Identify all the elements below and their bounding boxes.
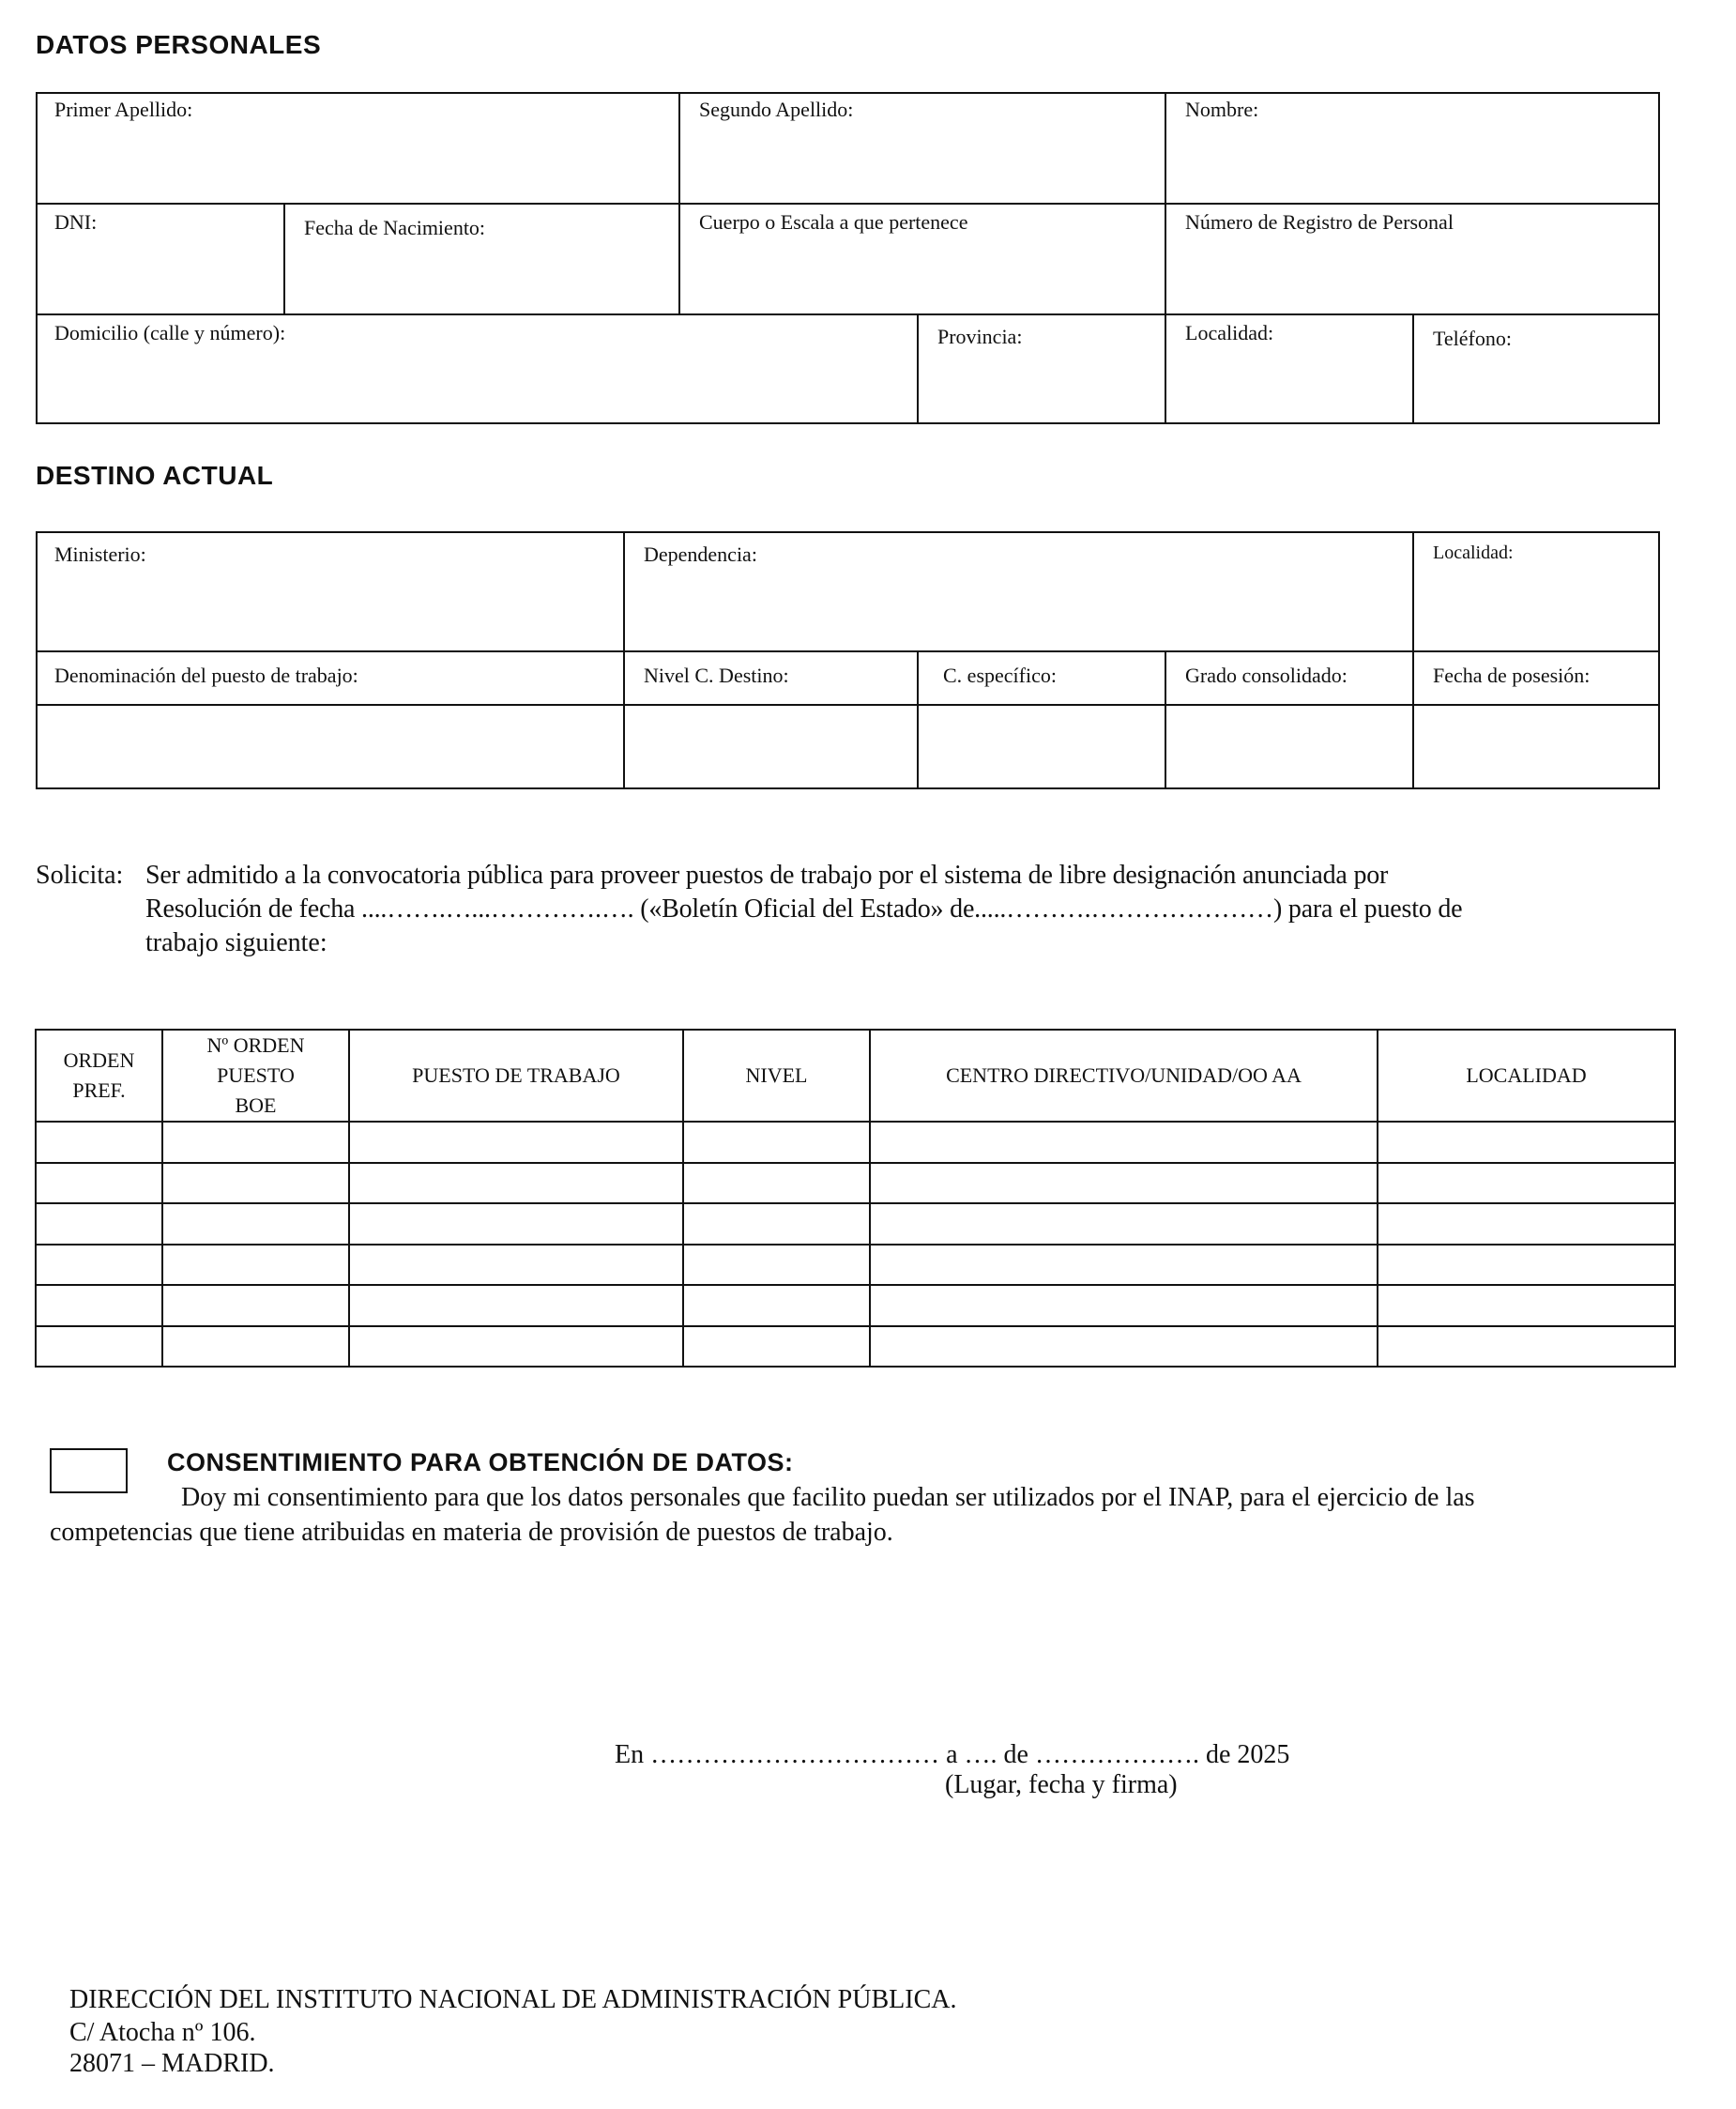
table-cell[interactable] xyxy=(36,1163,162,1204)
consent-line-1: Doy mi consentimiento para que los datos personales que facilito puedan ser utilizados por el INAP, para el ejercicio de las xyxy=(181,1483,1475,1512)
section-title-datos-personales: DATOS PERSONALES xyxy=(36,30,322,59)
signature-caption: (Lugar, fecha y firma) xyxy=(945,1770,1178,1799)
label: Teléfono: xyxy=(1433,327,1512,350)
table-cell[interactable] xyxy=(683,1285,870,1326)
table-cell[interactable] xyxy=(683,1122,870,1163)
table-cell[interactable] xyxy=(870,1245,1378,1286)
field-domicilio[interactable] xyxy=(36,313,917,422)
table-cell[interactable] xyxy=(349,1203,683,1245)
label: Provincia: xyxy=(937,325,1023,348)
label-grado xyxy=(1165,650,1412,704)
table-cell[interactable] xyxy=(683,1203,870,1245)
table-row xyxy=(36,1326,1675,1368)
field-nombre[interactable] xyxy=(1165,92,1658,203)
table-cell[interactable] xyxy=(36,1245,162,1286)
table-cell[interactable] xyxy=(1378,1203,1675,1245)
field-cuerpo[interactable] xyxy=(678,203,1165,313)
input-grado[interactable] xyxy=(1165,704,1412,787)
table-cell[interactable] xyxy=(36,1285,162,1326)
input-fecha-posesion[interactable] xyxy=(1412,704,1658,787)
column-header-text: Nº ORDEN PUESTO BOE xyxy=(206,1033,305,1117)
field-ministerio[interactable] xyxy=(36,531,623,650)
column-header xyxy=(162,1030,349,1122)
footer-address-line-3: 28071 – MADRID. xyxy=(69,2049,275,2078)
label-denominacion xyxy=(36,650,623,704)
table-cell[interactable] xyxy=(349,1163,683,1204)
label: Fecha de posesión: xyxy=(1433,664,1591,687)
table-cell[interactable] xyxy=(683,1326,870,1368)
table-cell[interactable] xyxy=(683,1163,870,1204)
label: Dependencia: xyxy=(644,543,757,566)
label-fecha-posesion xyxy=(1412,650,1658,704)
table-cell[interactable] xyxy=(349,1285,683,1326)
table-cell[interactable] xyxy=(36,1122,162,1163)
column-header xyxy=(36,1030,162,1122)
table-cell[interactable] xyxy=(349,1326,683,1368)
consent-title: CONSENTIMIENTO PARA OBTENCIÓN DE DATOS: xyxy=(167,1448,794,1476)
label: Nivel C. Destino: xyxy=(644,664,789,687)
table-cell[interactable] xyxy=(349,1245,683,1286)
input-especifico[interactable] xyxy=(917,704,1165,787)
table-header-row xyxy=(36,1030,1675,1122)
table-row xyxy=(36,1245,1675,1286)
label: Segundo Apellido: xyxy=(699,98,854,121)
label: Cuerpo o Escala a que pertenece xyxy=(699,210,968,234)
puestos-table xyxy=(35,1029,1676,1368)
field-dependencia[interactable] xyxy=(623,531,1412,650)
label: Grado consolidado: xyxy=(1185,664,1348,687)
label-especifico xyxy=(917,650,1165,704)
field-dni[interactable] xyxy=(36,203,283,313)
field-nrp[interactable] xyxy=(1165,203,1658,313)
table-cell[interactable] xyxy=(870,1203,1378,1245)
label: Número de Registro de Personal xyxy=(1185,210,1454,234)
table-cell[interactable] xyxy=(870,1285,1378,1326)
table-cell[interactable] xyxy=(1378,1163,1675,1204)
column-header: LOCALIDAD xyxy=(1378,1030,1675,1122)
column-header: CENTRO DIRECTIVO/UNIDAD/OO AA xyxy=(870,1030,1378,1122)
field-localidad[interactable] xyxy=(1165,313,1412,422)
table-cell[interactable] xyxy=(349,1122,683,1163)
field-fecha-nacimiento[interactable] xyxy=(283,203,678,313)
table-cell[interactable] xyxy=(870,1122,1378,1163)
solicita-line-2: Resolución de fecha ....…….…...………….…. («Boletín Oficial del Estado» de.....……….…………………) para el puesto de xyxy=(145,894,1463,924)
table-cell[interactable] xyxy=(162,1326,349,1368)
label: Primer Apellido: xyxy=(54,98,193,121)
label: C. específico: xyxy=(943,664,1057,687)
table-row xyxy=(36,1285,1675,1326)
field-provincia[interactable] xyxy=(917,313,1165,422)
input-denominacion[interactable] xyxy=(36,704,623,787)
solicita-label: Solicita: xyxy=(36,861,124,890)
table-cell[interactable] xyxy=(1378,1245,1675,1286)
table-cell[interactable] xyxy=(870,1326,1378,1368)
label: Ministerio: xyxy=(54,543,146,566)
table-row xyxy=(36,1203,1675,1245)
label: Nombre: xyxy=(1185,98,1259,121)
solicita-line-1: Ser admitido a la convocatoria pública para proveer puestos de trabajo por el sistema de libre designación anunciada por xyxy=(145,861,1389,890)
label: Denominación del puesto de trabajo: xyxy=(54,664,358,687)
table-cell[interactable] xyxy=(162,1245,349,1286)
table-cell[interactable] xyxy=(1378,1326,1675,1368)
column-header-text: ORDEN PREF. xyxy=(63,1048,135,1102)
label: DNI: xyxy=(54,210,98,234)
footer-address-line-1: DIRECCIÓN DEL INSTITUTO NACIONAL DE ADMINISTRACIÓN PÚBLICA. xyxy=(69,1985,957,2014)
table-cell[interactable] xyxy=(1378,1122,1675,1163)
input-nivel[interactable] xyxy=(623,704,917,787)
field-localidad-destino[interactable] xyxy=(1412,531,1658,650)
section-title-destino-actual: DESTINO ACTUAL xyxy=(36,461,274,490)
table-cell[interactable] xyxy=(870,1163,1378,1204)
table-row xyxy=(36,1122,1675,1163)
consent-checkbox[interactable] xyxy=(50,1448,128,1493)
table-row xyxy=(36,1163,1675,1204)
table-cell[interactable] xyxy=(162,1203,349,1245)
table-cell[interactable] xyxy=(683,1245,870,1286)
label: Localidad: xyxy=(1185,321,1274,344)
column-header: NIVEL xyxy=(683,1030,870,1122)
table-cell[interactable] xyxy=(162,1163,349,1204)
label-nivel xyxy=(623,650,917,704)
consent-line-2: competencias que tiene atribuidas en materia de provisión de puestos de trabajo. xyxy=(50,1518,893,1547)
table-cell[interactable] xyxy=(36,1326,162,1368)
field-telefono[interactable] xyxy=(1412,313,1658,422)
table-cell[interactable] xyxy=(36,1203,162,1245)
field-primer-apellido[interactable] xyxy=(36,92,678,203)
footer-address-line-2: C/ Atocha nº 106. xyxy=(69,2018,256,2047)
table-cell[interactable] xyxy=(162,1285,349,1326)
table-cell[interactable] xyxy=(162,1122,349,1163)
label: Localidad: xyxy=(1433,543,1514,563)
signature-line: En …………………………… a …. de ………………. de 2025 xyxy=(615,1740,1290,1769)
field-segundo-apellido[interactable] xyxy=(678,92,1165,203)
label: Domicilio (calle y número): xyxy=(54,321,286,344)
table-cell[interactable] xyxy=(1378,1285,1675,1326)
label: Fecha de Nacimiento: xyxy=(304,216,486,239)
solicita-line-3: trabajo siguiente: xyxy=(145,928,327,957)
column-header: PUESTO DE TRABAJO xyxy=(349,1030,683,1122)
